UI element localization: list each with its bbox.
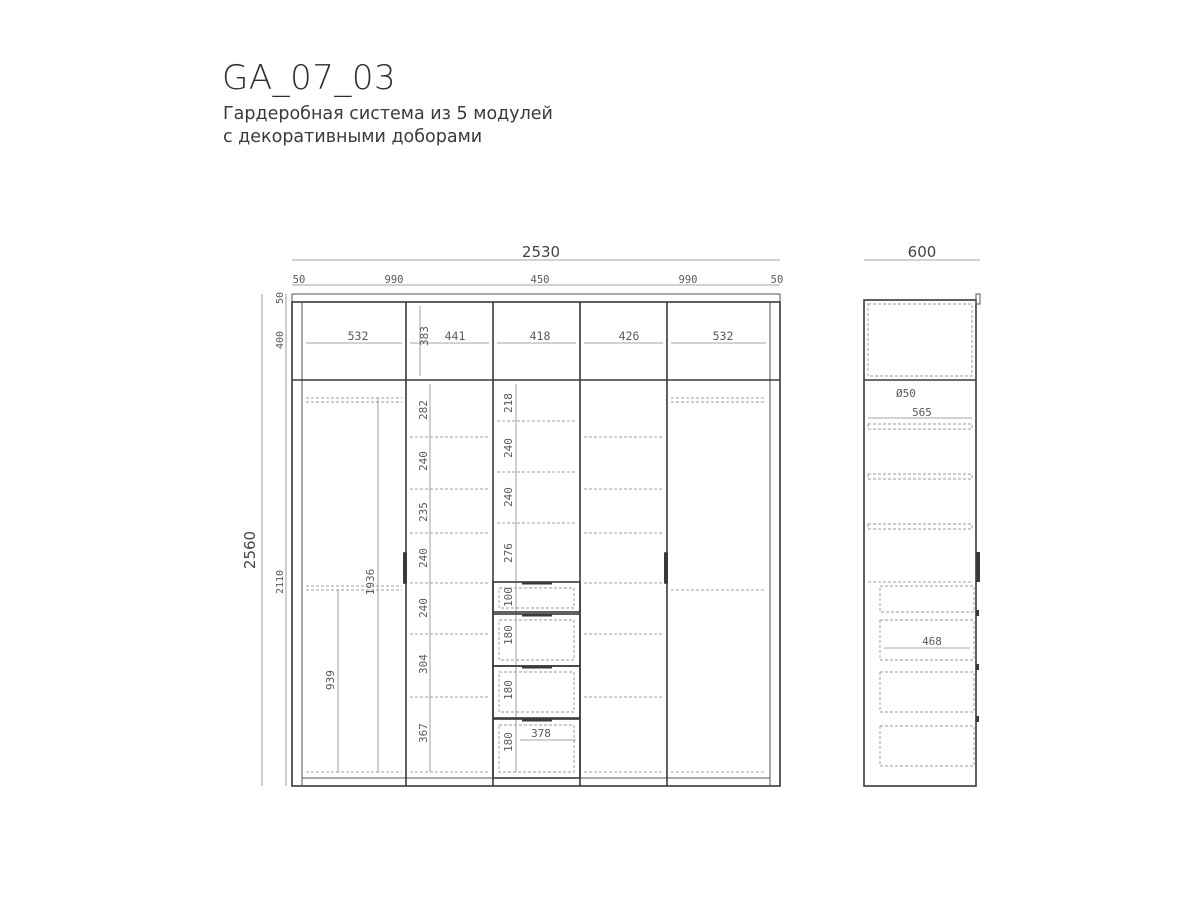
- col3-spacing-3: 240: [502, 487, 515, 507]
- side-drawer-handle-3[interactable]: [976, 716, 979, 722]
- mezz-width-3: 418: [529, 329, 551, 343]
- drawer-depth-label: 468: [922, 635, 942, 648]
- drawer-4-height: 180: [502, 732, 515, 752]
- mezz-height-label: 383: [418, 326, 431, 346]
- side-drawer-4: [880, 726, 974, 766]
- col2-spacing-3: 235: [417, 502, 430, 522]
- overall-height-label: 2560: [241, 530, 259, 570]
- subtitle-line-2: с декоративными доборами: [223, 127, 483, 147]
- top-seg-1: 50: [292, 274, 306, 286]
- drawer-3-height: 180: [502, 680, 515, 700]
- mezz-width-1: 532: [347, 329, 369, 343]
- column-3: [493, 384, 580, 778]
- mezz-width-4: 426: [618, 329, 640, 343]
- side-drawer-3: [880, 672, 974, 712]
- top-seg-3: 450: [530, 274, 550, 286]
- side-shelf-1: [868, 424, 972, 429]
- left-dim-top-board: 50: [275, 291, 286, 305]
- column-1: [306, 398, 407, 772]
- col2-spacing-4: 240: [417, 548, 430, 568]
- column-4: [584, 437, 668, 772]
- overall-width-label: 2530: [521, 243, 561, 261]
- drawer-1-height: 100: [502, 587, 515, 607]
- top-seg-5: 50: [770, 274, 784, 286]
- side-door-handle[interactable]: [976, 552, 980, 582]
- col3-spacing-4: 276: [502, 543, 515, 563]
- side-mezzanine-inner: [868, 304, 972, 376]
- col3-spacing-2: 240: [502, 438, 515, 458]
- left-dim-lower: 2110: [275, 569, 286, 595]
- drawer-1-handle[interactable]: [522, 582, 552, 585]
- inner-depth-label: 565: [912, 406, 932, 419]
- col2-spacing-5: 240: [417, 598, 430, 618]
- col1-lower-rail: 939: [324, 670, 337, 690]
- mezz-width-5: 532: [712, 329, 734, 343]
- side-drawer-handle-1[interactable]: [976, 610, 979, 616]
- col1-rail-height: 1936: [364, 568, 377, 596]
- drawer-3-handle[interactable]: [522, 666, 552, 669]
- drawer-2-height: 180: [502, 625, 515, 645]
- side-shelf-2: [868, 474, 972, 479]
- side-drawer-handle-2[interactable]: [976, 664, 979, 670]
- page-title: GA_07_03: [222, 58, 397, 98]
- column-2: [410, 384, 489, 772]
- col2-spacing-6: 304: [417, 654, 430, 674]
- side-outer-frame: [864, 300, 976, 786]
- subtitle-line-1: Гардеробная система из 5 модулей: [223, 104, 553, 124]
- top-seg-4: 990: [678, 274, 698, 286]
- top-seg-2: 990: [384, 274, 404, 286]
- side-view: [864, 243, 980, 786]
- col2-spacing-2: 240: [417, 451, 430, 471]
- drawer-2-handle[interactable]: [522, 614, 552, 617]
- mezz-width-2: 441: [444, 329, 466, 343]
- side-shelf-3: [868, 524, 972, 529]
- col3-spacing-1: 218: [502, 393, 515, 413]
- rod-diameter-label: Ø50: [896, 387, 916, 400]
- front-view: [241, 243, 783, 786]
- side-drawer-1: [880, 586, 974, 612]
- left-dim-mezzanine: 400: [275, 330, 286, 350]
- column-5: [671, 398, 766, 772]
- front-outer-frame: [292, 302, 780, 786]
- drawer-width-label: 378: [531, 727, 551, 740]
- col2-spacing-7: 367: [417, 723, 430, 743]
- col2-spacing-1: 282: [417, 400, 430, 420]
- top-decor-board: [292, 294, 780, 302]
- drawer-4-handle[interactable]: [522, 719, 552, 722]
- col1-door-handle[interactable]: [403, 552, 407, 584]
- col4-door-handle[interactable]: [664, 552, 668, 584]
- side-depth-label: 600: [907, 243, 937, 261]
